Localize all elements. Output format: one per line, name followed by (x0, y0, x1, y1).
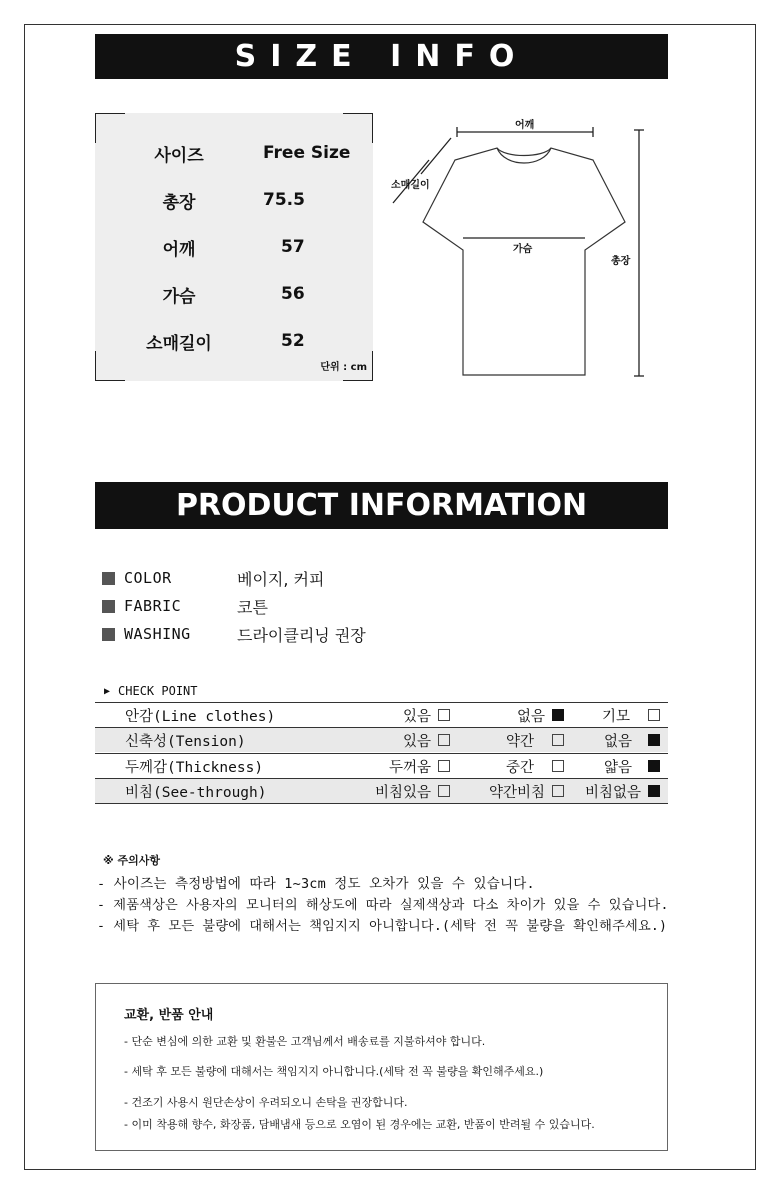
check-row (95, 779, 668, 803)
check-option (517, 705, 564, 726)
check-option (489, 781, 564, 802)
checkbox-empty (552, 760, 564, 772)
size-row (95, 188, 373, 212)
checkbox-empty (438, 734, 450, 746)
check-option (506, 730, 564, 751)
product-info-banner (95, 482, 668, 529)
option-label: 있음 (402, 708, 431, 725)
check-option (506, 756, 564, 777)
size-value: 57 (281, 237, 305, 257)
note-line: - 사이즈는 측정방법에 따라 1~3cm 정도 오차가 있을 수 있습니다. (97, 876, 535, 892)
square-bullet-icon (102, 628, 115, 641)
checkbox-checked (552, 709, 564, 721)
size-row (95, 282, 373, 306)
size-row (95, 141, 373, 165)
checkbox-checked (648, 734, 660, 746)
option-label: 비침있음 (374, 784, 431, 801)
checkbox-empty (438, 785, 450, 797)
size-label: 소매길이 (146, 333, 212, 354)
check-option (389, 756, 450, 777)
check-row (95, 754, 668, 778)
size-info-title: SIZE INFO (234, 39, 529, 74)
product-info-key: WASHING (124, 625, 191, 643)
exchange-line: - 이미 착용해 향수, 화장품, 담배냄새 등으로 오염이 된 경우에는 교환, 반품이 반려될 수 있습니다. (124, 1118, 595, 1131)
checkbox-empty (552, 734, 564, 746)
square-bullet-icon (102, 572, 115, 585)
product-info-item (102, 568, 324, 588)
product-info-title: PRODUCT INFORMATION (175, 488, 588, 523)
size-info-banner (95, 34, 668, 79)
size-table (95, 113, 373, 381)
corner-mark (95, 351, 125, 381)
checkbox-empty (552, 785, 564, 797)
product-info-value: 베이지, 커피 (237, 569, 325, 589)
check-point-label: CHECK POINT (118, 684, 198, 698)
unit-label: 단위 : cm (320, 362, 367, 373)
size-label: 가슴 (162, 286, 196, 307)
check-row-name: 비침(See-through) (125, 784, 267, 801)
length-label: 총장 (611, 256, 631, 267)
checkbox-empty (648, 709, 660, 721)
option-label: 약간비침 (488, 784, 545, 801)
product-info-item (102, 596, 268, 616)
option-label: 없음 (516, 708, 545, 725)
check-row-name: 신축성(Tension) (125, 733, 246, 750)
option-label: 기모 (601, 708, 630, 725)
exchange-line: - 단순 변심에 의한 교환 및 환불은 고객님께서 배송료를 지불하셔야 합니다. (124, 1035, 486, 1048)
check-row (95, 728, 668, 752)
check-option (375, 781, 450, 802)
corner-mark (343, 113, 373, 143)
exchange-title: 교환, 반품 안내 (124, 1008, 214, 1023)
product-info-value: 코튼 (237, 597, 268, 617)
sleeve-label: 소매길이 (391, 180, 430, 191)
size-value: 75.5 (263, 190, 305, 210)
size-label: 어깨 (162, 239, 196, 260)
check-row-name: 안감(Line clothes) (125, 708, 276, 725)
chest-label: 가슴 (513, 244, 533, 255)
triangle-right-icon: ▶ (104, 685, 111, 697)
exchange-line: - 건조기 사용시 원단손상이 우려되오니 손탁을 권장합니다. (124, 1096, 408, 1109)
option-label: 비침없음 (584, 784, 641, 801)
option-label: 약간 (505, 733, 534, 750)
note-line: - 제품색상은 사용자의 모니터의 해상도에 따라 실제색상과 다소 차이가 있을 수 있습니다. (97, 898, 669, 913)
size-value: 52 (281, 331, 305, 351)
product-info-item (102, 624, 366, 644)
check-option (403, 730, 450, 751)
note-line: - 세탁 후 모든 불량에 대해서는 책임지지 아니합니다.(세탁 전 꼭 불량을 확인해주세요.) (97, 919, 668, 934)
corner-mark (95, 113, 125, 143)
check-option (403, 705, 450, 726)
size-label: 총장 (162, 192, 196, 213)
product-info-key: FABRIC (124, 597, 182, 615)
size-label: 사이즈 (154, 145, 204, 166)
option-label: 중간 (505, 759, 534, 776)
size-row (95, 329, 373, 353)
size-value: 56 (281, 284, 305, 304)
check-option (585, 781, 660, 802)
tshirt-diagram (385, 110, 655, 385)
option-label: 얇음 (603, 759, 632, 776)
option-label: 없음 (603, 733, 632, 750)
product-info-key: COLOR (124, 569, 172, 587)
exchange-info-box (95, 983, 668, 1151)
table-rule (95, 803, 668, 804)
check-point-title (104, 684, 198, 698)
notes-title: ※ 주의사항 (103, 854, 161, 867)
size-row (95, 235, 373, 259)
checkbox-empty (438, 760, 450, 772)
checkbox-empty (438, 709, 450, 721)
option-label: 있음 (402, 733, 431, 750)
check-row (95, 703, 668, 727)
check-option (602, 705, 660, 726)
exchange-line: - 세탁 후 모든 불량에 대해서는 책임지지 아니합니다.(세탁 전 꼭 불량을 확인해주세요.) (124, 1065, 544, 1078)
option-label: 두꺼움 (388, 759, 431, 776)
size-value: Free Size (263, 143, 351, 163)
check-option (604, 730, 660, 751)
checkbox-checked (648, 760, 660, 772)
shoulder-label: 어깨 (515, 120, 535, 131)
checkbox-checked (648, 785, 660, 797)
check-row-name: 두께감(Thickness) (125, 759, 264, 776)
product-info-value: 드라이클리닝 권장 (237, 625, 366, 645)
check-option (604, 756, 660, 777)
square-bullet-icon (102, 600, 115, 613)
